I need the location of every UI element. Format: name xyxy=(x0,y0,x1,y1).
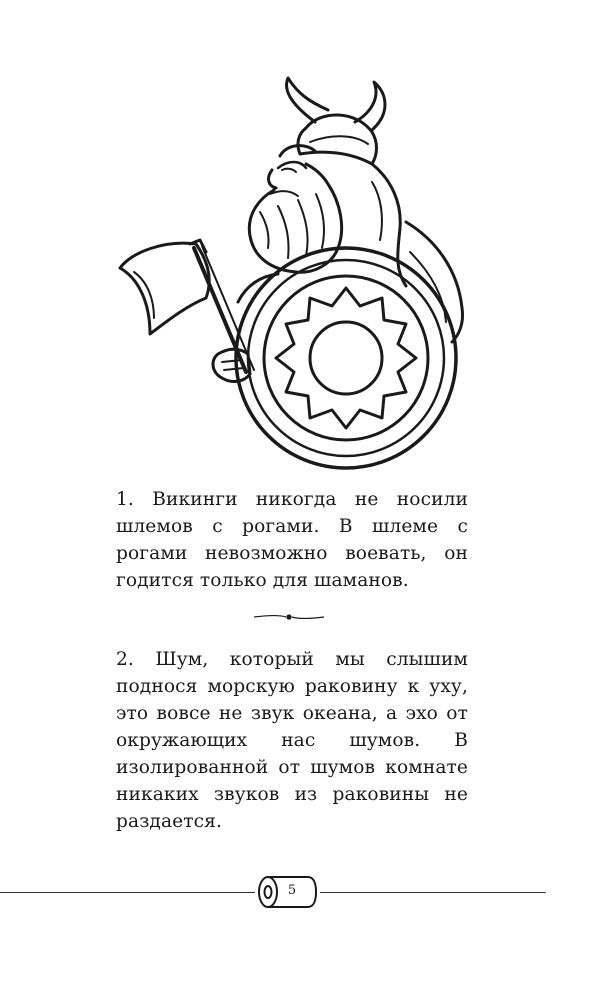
fact-2-text: 2. Шум, который мы слышим поднося морскую раковину к уху, это вовсе не звук океана, а эхо от окружающих нас шумов. В изолированной от шумов комнате никаких звуков из раковины не раздается. xyxy=(116,649,468,832)
page-footer xyxy=(0,870,611,914)
shield xyxy=(236,248,456,468)
shield-star xyxy=(276,288,416,428)
viking-warrior-icon xyxy=(110,72,490,472)
helmet xyxy=(298,115,377,164)
fact-1-text: 1. Викинги никогда не носили шлемов с рогами. В шлеме с рогами невозможно воевать, он годится только для шаманов. xyxy=(116,489,468,591)
footer-rule-left xyxy=(0,892,255,893)
right-horn xyxy=(355,82,385,130)
ornament-divider xyxy=(252,612,326,622)
footer-rule-right xyxy=(320,892,546,893)
page-number: 5 xyxy=(287,883,297,898)
nose xyxy=(269,170,276,188)
left-horn xyxy=(287,78,328,122)
hair xyxy=(372,164,406,286)
